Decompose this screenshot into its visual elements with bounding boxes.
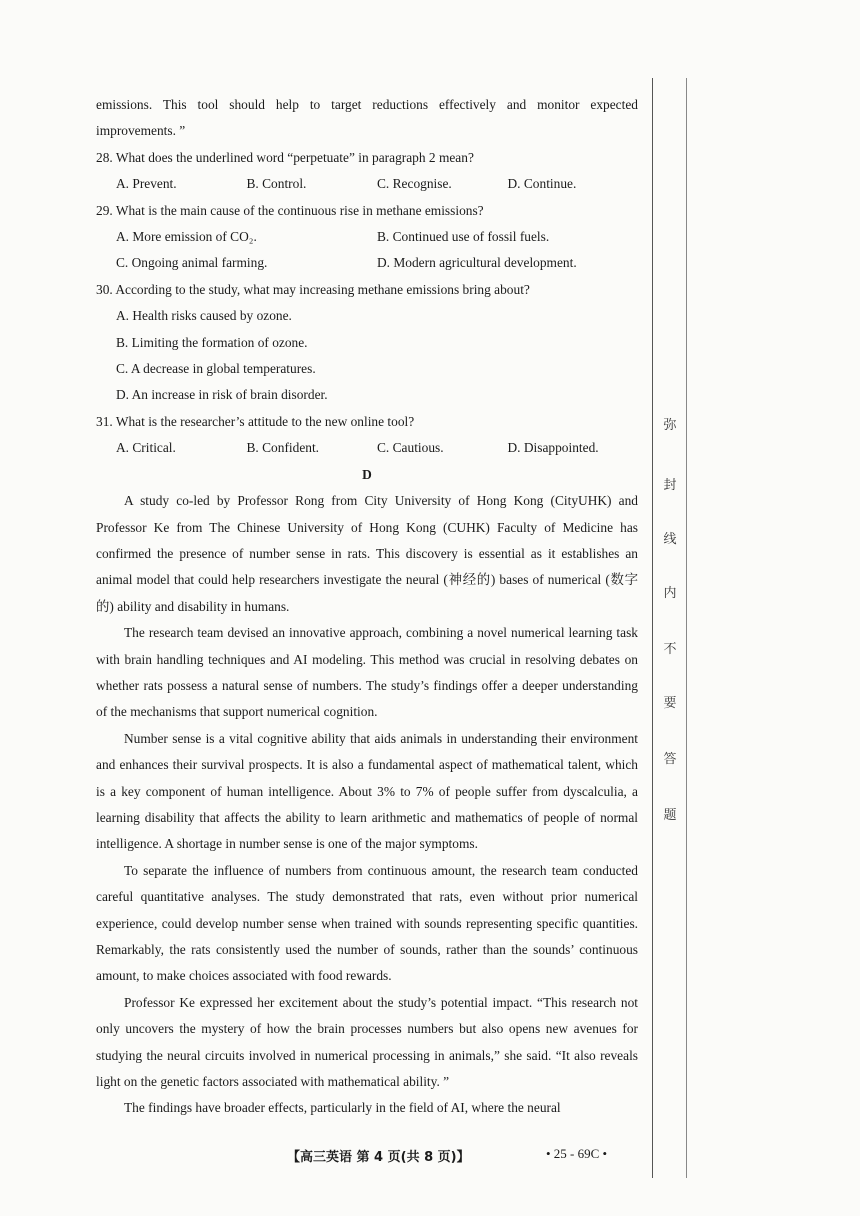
exam-content bbox=[96, 92, 638, 1122]
option-row bbox=[96, 250, 638, 276]
answer-option: A. More emission of CO₂. bbox=[116, 229, 257, 245]
seal-char: 线 bbox=[663, 532, 677, 547]
question-stem: 30. According to the study, what may increasing methane emissions bring about? bbox=[96, 281, 530, 297]
passage bbox=[96, 488, 638, 1122]
seal-char: 封 bbox=[663, 478, 677, 493]
option-row bbox=[96, 224, 638, 250]
answer-option: B. Limiting the formation of ozone. bbox=[116, 334, 308, 350]
question-stem: 29. What is the main cause of the continuous rise in methane emissions? bbox=[96, 202, 484, 218]
seal-char: 弥 bbox=[663, 418, 677, 433]
answer-option: C. Ongoing animal farming. bbox=[116, 255, 268, 271]
question-stem: 31. What is the researcher’s attitude to the new online tool? bbox=[96, 413, 415, 429]
passage-paragraph: Number sense is a vital cognitive ability that aids animals in understanding their environment and enhances their survival prospects. It is also a fundamental aspect of mathematical talent, which is a key component of human intelligence. About 3% to 7% of people suffer from dyscalculia, a learning disability that affects the ability to learn arithmetic and mathematics of people of normal intelligence. A shortage in number sense is one of the major symptoms. bbox=[96, 730, 638, 852]
answer-option: D. Modern agricultural development. bbox=[377, 255, 577, 271]
passage-paragraph: Professor Ke expressed her excitement about the study’s potential impact. “This research not only uncovers the mystery of how the brain processes numbers but also opens new avenues for studying the neural circuits involved in numerical processing in animals,” she said. “It also reveals light on the genetic factors associated with mathematical ability. ” bbox=[96, 994, 638, 1090]
answer-option: B. Control. bbox=[246, 176, 307, 192]
option-row bbox=[96, 171, 638, 197]
continuation-text: emissions. This tool should help to target reductions effectively and monitor expected improvements. ” bbox=[96, 97, 638, 139]
answer-option: A. Prevent. bbox=[116, 176, 177, 192]
answer-option: B. Continued use of fossil fuels. bbox=[377, 229, 550, 245]
answer-option: C. A decrease in global temperatures. bbox=[116, 361, 316, 377]
seal-char: 答 bbox=[663, 752, 677, 767]
answer-option: C. Cautious. bbox=[377, 440, 444, 456]
answer-option: D. An increase in risk of brain disorder. bbox=[116, 387, 328, 403]
page-footer-title: 【高三英语 第 4 页(共 8 页)】 bbox=[287, 1150, 470, 1165]
answer-option: D. Continue. bbox=[507, 176, 577, 192]
question-stem: 28. What does the underlined word “perpetuate” in paragraph 2 mean? bbox=[96, 149, 474, 165]
passage-paragraph: The research team devised an innovative approach, combining a novel numerical learning task with brain handling techniques and AI modeling. This method was crucial in resolving debates on whether rats possess a natural sense of numbers. The study’s findings offer a deeper understanding of the mechanisms that support numerical cognition. bbox=[96, 625, 638, 720]
answer-option: B. Confident. bbox=[246, 440, 320, 456]
answer-option: A. Critical. bbox=[116, 440, 176, 456]
answer-option: D. Disappointed. bbox=[507, 440, 599, 456]
seal-char: 不 bbox=[663, 642, 677, 657]
seal-char: 要 bbox=[663, 696, 677, 711]
binding-line-outer bbox=[686, 78, 687, 1178]
page-footer-code: • 25 - 69C • bbox=[546, 1146, 608, 1161]
passage-paragraph: The findings have broader effects, particularly in the field of AI, where the neural bbox=[124, 1100, 561, 1116]
passage-paragraph: A study co-led by Professor Rong from City University of Hong Kong (CityUHK) and Professor Ke from The Chinese University of Hong Kong (CUHK) Faculty of Medicine has confirmed the presence of number sense in rats. This discovery is essential as it establishes an animal model that could help researchers investigate the neural (神经的) bases of numerical (数字的) ability and disability in humans. bbox=[96, 493, 638, 614]
binding-line bbox=[652, 78, 653, 1178]
option-row bbox=[96, 435, 638, 461]
seal-char: 内 bbox=[663, 586, 677, 601]
section-title: D bbox=[362, 466, 372, 482]
passage-paragraph: To separate the influence of numbers from continuous amount, the research team conducted careful quantitative analyses. The study demonstrated that rats, even without prior numerical experience, could develop number sense when trained with sounds representing specific quantities. Remarkably, the rats consistently used the number of sounds, rather than the sounds’ continuous amount, to make choices associated with food rewards. bbox=[96, 862, 638, 984]
answer-option: A. Health risks caused by ozone. bbox=[116, 308, 292, 324]
answer-option: C. Recognise. bbox=[377, 176, 452, 192]
seal-char: 题 bbox=[663, 808, 677, 823]
question-list bbox=[96, 145, 638, 462]
